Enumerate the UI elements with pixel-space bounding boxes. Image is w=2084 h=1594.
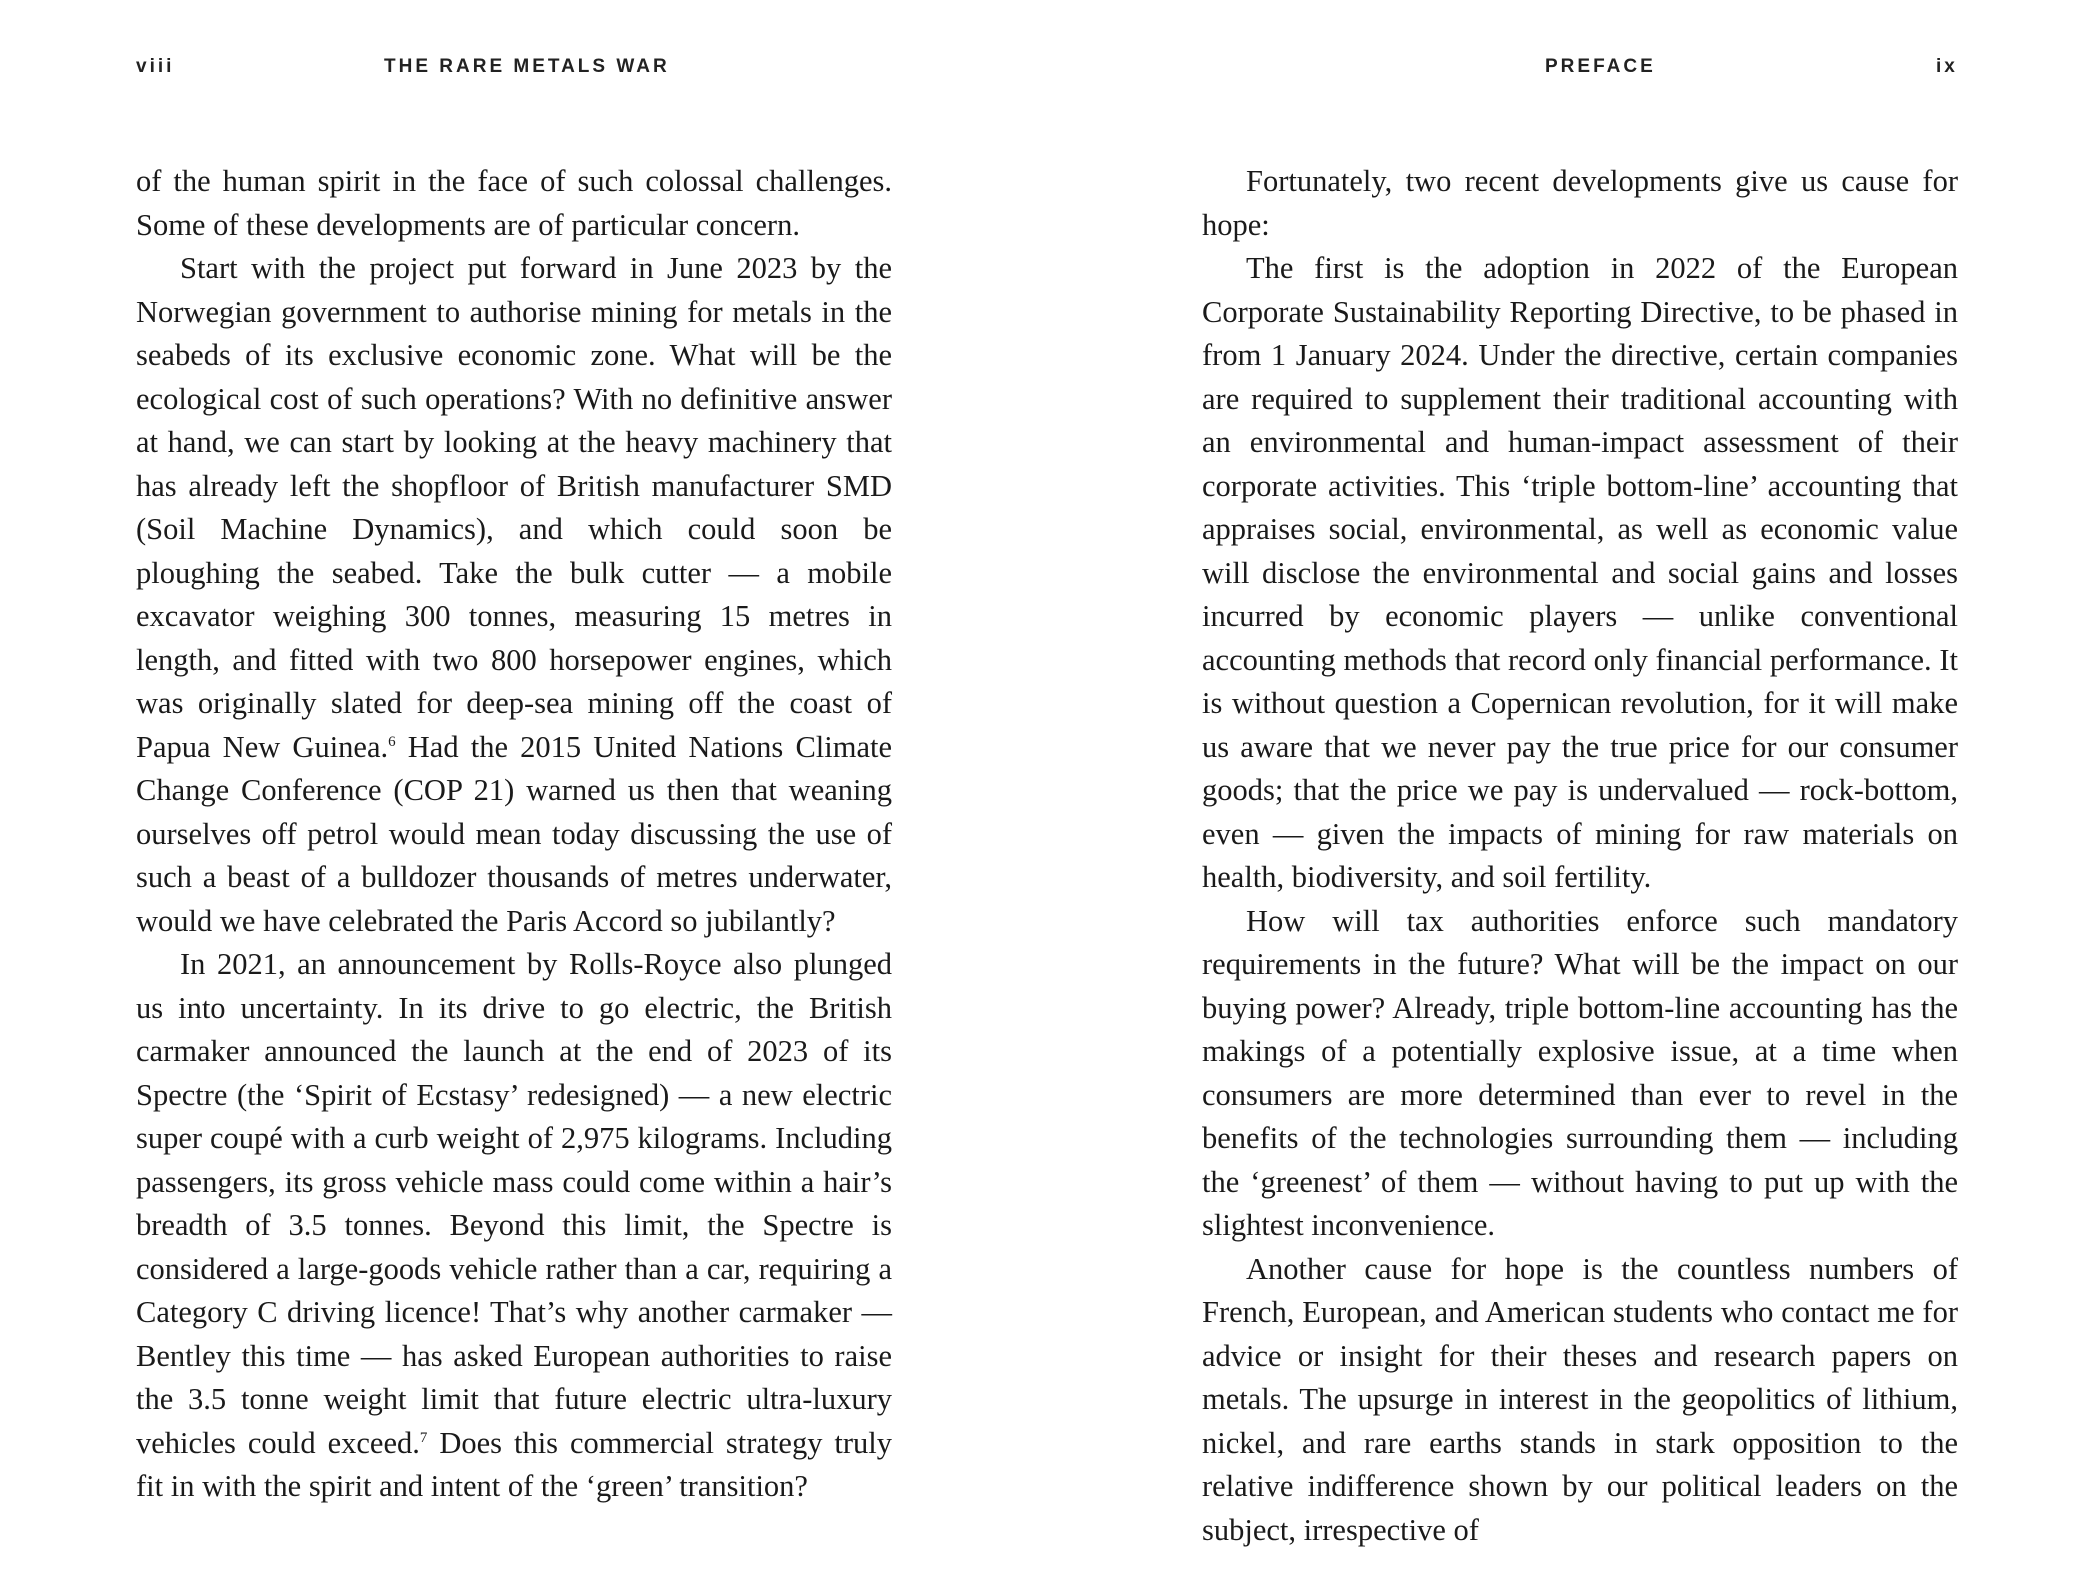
paragraph-text: Does this commercial strategy truly fit in with the spirit and intent of the ‘green’ transition? (136, 1425, 892, 1503)
page-number: ix (1936, 56, 1958, 77)
paragraph: Fortunately, two recent developments give us cause for hope: (1202, 164, 1958, 242)
paragraph: of the human spirit in the face of such colossal challenges. Some of these developments are of particular concern. (136, 164, 892, 242)
paragraph: How will tax authorities enforce such mandatory requirements in the future? What will be the impact on our buying power? Already, triple bottom-line accounting has the makings of a potentially explosive issue, at a time when consumers are more determined than ever to revel in the benefits of the technologies surrounding them — including the ‘greenest’ of them — without having to put up with the slightest inconvenience. (1202, 903, 1958, 1242)
running-head: PREFACE (1545, 56, 1656, 77)
body-text (1202, 160, 1958, 1552)
footnote-marker[interactable]: 7 (419, 1429, 428, 1446)
paragraph: Another cause for hope is the countless numbers of French, European, and American students who contact me for advice or insight for their theses and research papers on metals. The upsurge in interest in the geopolitics of lithium, nickel, and rare earths stands in stark opposition to the relative indifference shown by our political leaders on the subject, irrespective of (1202, 1251, 1958, 1547)
paragraph-text: In 2021, an announcement by Rolls-Royce also plunged us into uncertainty. In its drive to go electric, the British carmaker announced the launch at the end of 2023 of its Spectre (the ‘Spirit of Ecstasy’ redesigned) — a new electric super coupé with a curb weight of 2,975 kilograms. Including passengers, its gross vehicle mass could come within a hair’s breadth of 3.5 tonnes. Beyond this limit, the Spectre is considered a large-goods vehicle rather than a car, requiring a Category C driving licence! That’s why another carmaker — Bentley this time — has asked European authorities to raise the 3.5 tonne weight limit that future electric ultra-luxury vehicles could exceed. (136, 947, 892, 1460)
footnote-marker[interactable]: 6 (388, 733, 396, 750)
page-number: viii (136, 56, 175, 77)
paragraph-text: Had the 2015 United Nations Climate Change Conference (COP 21) warned us then that weaning ourselves off petrol would mean today discussing the use of such a beast of a bulldozer thousands of metres underwater, would we have celebrated the Paris Accord so jubilantly? (136, 729, 893, 938)
running-head: THE RARE METALS WAR (384, 56, 670, 77)
paragraph: The first is the adoption in 2022 of the European Corporate Sustainability Reporting Directive, to be phased in from 1 January 2024. Under the directive, certain companies are required to supplement their traditional accounting with an environmental and human-impact assessment of their corporate activities. This ‘triple bottom-line’ accounting that appraises social, environmental, as well as economic value will disclose the environmental and social gains and losses incurred by economic players — unlike conventional accounting methods that record only financial performance. It is without question a Copernican revolution, for it will make us aware that we never pay the true price for our consumer goods; that the price we pay is undervalued — rock-bottom, even — given the impacts of mining for raw materials on health, biodiversity, and soil fertility. (1202, 251, 1958, 894)
paragraph-text: Start with the project put forward in June 2023 by the Norwegian government to authorise mining for metals in the seabeds of its exclusive economic zone. What will be the ecological cost of such operations? With no definitive answer at hand, we can start by looking at the heavy machinery that has already left the shopfloor of British manufacturer SMD (Soil Machine Dynamics), and which could soon be ploughing the seabed. Take the bulk cutter — a mobile excavator weighing 300 tonnes, measuring 15 metres in length, and fitted with two 800 horsepower engines, which was originally slated for deep-sea mining off the coast of Papua New Guinea. (136, 251, 892, 764)
body-text (136, 160, 892, 1509)
paragraph (136, 247, 892, 943)
right-page (1042, 0, 2084, 1594)
paragraph (136, 943, 892, 1509)
